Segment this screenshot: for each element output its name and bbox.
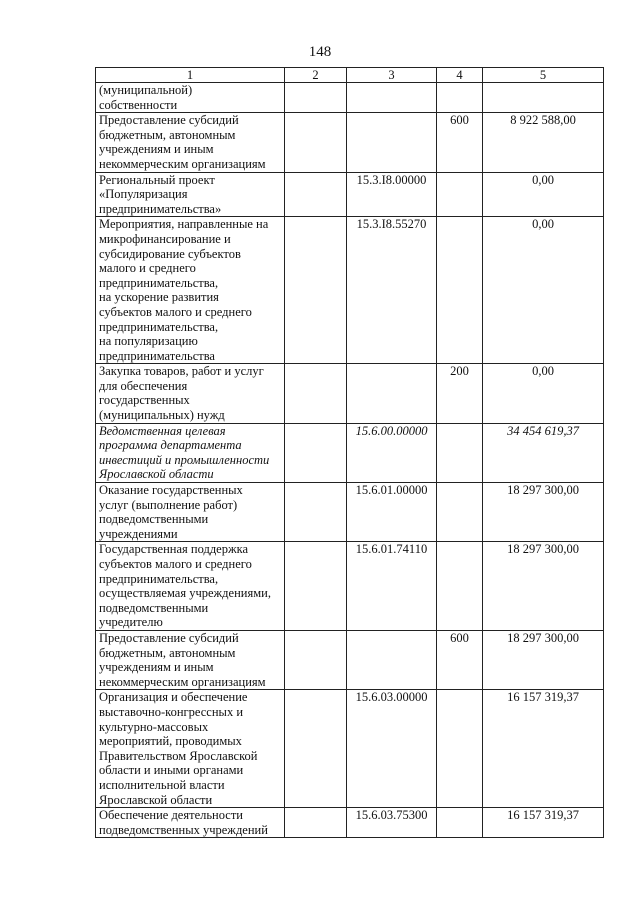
name-cell: Предоставление субсидий бюджетным, автономным учреждениям и иным некоммерческим организациям xyxy=(96,630,285,689)
expense-type-cell: 600 xyxy=(437,113,483,172)
header-cell-1: 1 xyxy=(96,68,285,83)
name-cell: Организация и обеспечение выставочно-конгрессных и культурно-массовых мероприятий, проводимых Правительством Ярославской области и иными органами исполнительной власти Ярославской области xyxy=(96,690,285,808)
budget-table xyxy=(95,67,604,838)
amount-cell: 18 297 300,00 xyxy=(483,542,604,631)
header-cell-2: 2 xyxy=(285,68,347,83)
code-cell: 15.3.I8.55270 xyxy=(347,217,437,364)
empty-cell xyxy=(285,113,347,172)
name-cell: Обеспечение деятельности подведомственных учреждений xyxy=(96,808,285,838)
expense-type-cell: 600 xyxy=(437,630,483,689)
expense-type-cell xyxy=(437,423,483,482)
expense-type-cell: 200 xyxy=(437,364,483,423)
expense-type-cell xyxy=(437,217,483,364)
expense-type-cell xyxy=(437,172,483,217)
amount-cell: 8 922 588,00 xyxy=(483,113,604,172)
expense-type-cell xyxy=(437,690,483,808)
code-cell xyxy=(347,113,437,172)
table-row xyxy=(96,217,604,364)
empty-cell xyxy=(285,542,347,631)
header-cell-3: 3 xyxy=(347,68,437,83)
table-row xyxy=(96,542,604,631)
code-cell xyxy=(347,630,437,689)
amount-cell: 0,00 xyxy=(483,172,604,217)
empty-cell xyxy=(285,808,347,838)
name-cell: Мероприятия, направленные на микрофинансирование и субсидирование субъектов малого и среднего предпринимательства, на ускорение развития субъектов малого и среднего предпринимательства, на популяризацию предпринимательства xyxy=(96,217,285,364)
name-cell: Предоставление субсидий бюджетным, автономным учреждениям и иным некоммерческим организациям xyxy=(96,113,285,172)
table-row xyxy=(96,483,604,542)
amount-cell: 0,00 xyxy=(483,217,604,364)
table-row xyxy=(96,808,604,838)
table-row xyxy=(96,83,604,113)
table-row xyxy=(96,423,604,482)
table-row xyxy=(96,113,604,172)
code-cell: 15.6.01.00000 xyxy=(347,483,437,542)
code-cell: 15.6.03.00000 xyxy=(347,690,437,808)
name-cell: Оказание государственных услуг (выполнение работ) подведомственными учреждениями xyxy=(96,483,285,542)
empty-cell xyxy=(285,483,347,542)
amount-cell: 18 297 300,00 xyxy=(483,630,604,689)
table-row xyxy=(96,364,604,423)
table-row xyxy=(96,690,604,808)
page-number: 148 xyxy=(308,44,332,60)
empty-cell xyxy=(285,630,347,689)
expense-type-cell xyxy=(437,83,483,113)
code-cell: 15.6.03.75300 xyxy=(347,808,437,838)
expense-type-cell xyxy=(437,483,483,542)
amount-cell: 16 157 319,37 xyxy=(483,690,604,808)
table-header-row xyxy=(96,68,604,83)
header-cell-5: 5 xyxy=(483,68,604,83)
expense-type-cell xyxy=(437,808,483,838)
empty-cell xyxy=(285,423,347,482)
code-cell xyxy=(347,83,437,113)
code-cell: 15.3.I8.00000 xyxy=(347,172,437,217)
empty-cell xyxy=(285,690,347,808)
expense-type-cell xyxy=(437,542,483,631)
name-cell: Закупка товаров, работ и услуг для обеспечения государственных (муниципальных) нужд xyxy=(96,364,285,423)
name-cell: Государственная поддержка субъектов малого и среднего предпринимательства, осуществляемая учреждениями, подведомственными учредителю xyxy=(96,542,285,631)
amount-cell: 34 454 619,37 xyxy=(483,423,604,482)
amount-cell xyxy=(483,83,604,113)
name-cell: Ведомственная целевая программа департамента инвестиций и промышленности Ярославской области xyxy=(96,423,285,482)
table-row xyxy=(96,172,604,217)
amount-cell: 0,00 xyxy=(483,364,604,423)
code-cell xyxy=(347,364,437,423)
amount-cell: 16 157 319,37 xyxy=(483,808,604,838)
name-cell: (муниципальной) собственности xyxy=(96,83,285,113)
empty-cell xyxy=(285,217,347,364)
header-cell-4: 4 xyxy=(437,68,483,83)
empty-cell xyxy=(285,172,347,217)
amount-cell: 18 297 300,00 xyxy=(483,483,604,542)
code-cell: 15.6.00.00000 xyxy=(347,423,437,482)
code-cell: 15.6.01.74110 xyxy=(347,542,437,631)
name-cell: Региональный проект «Популяризация предпринимательства» xyxy=(96,172,285,217)
empty-cell xyxy=(285,364,347,423)
empty-cell xyxy=(285,83,347,113)
table-row xyxy=(96,630,604,689)
